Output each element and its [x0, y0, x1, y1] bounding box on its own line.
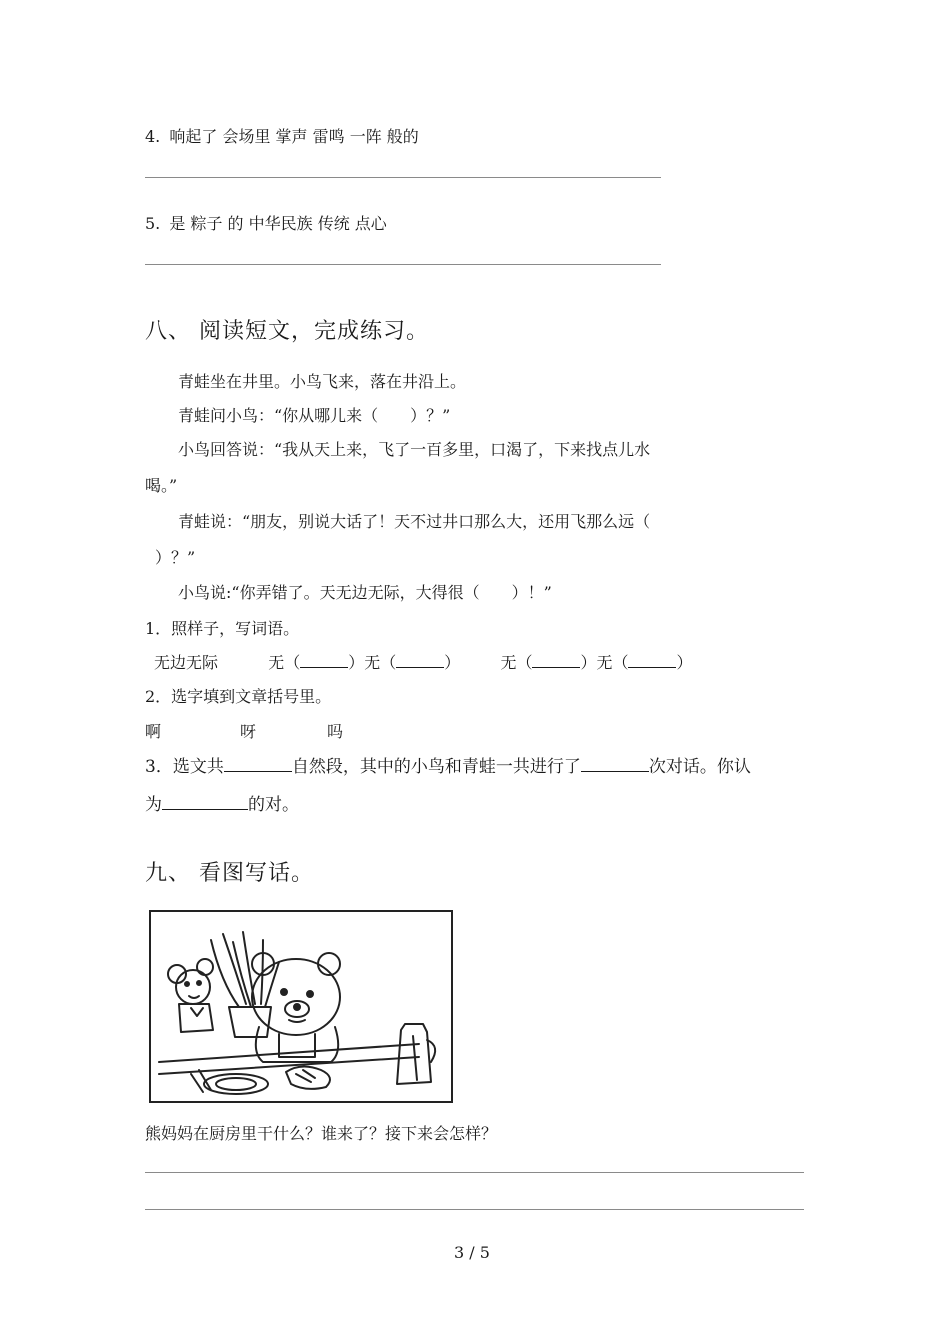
exercise-2-choice-3: 吗 — [327, 722, 344, 741]
exercise-1-title: 1．照样子，写词语。 — [145, 619, 300, 638]
question-4 — [145, 124, 419, 147]
passage-paragraph-1: 青蛙坐在井里。小鸟飞来，落在井沿上。 — [178, 372, 467, 391]
section-8-title: 八、 阅读短文，完成练习。 — [145, 319, 429, 344]
answer-line-q5[interactable] — [145, 264, 661, 265]
exercise-3-blank-1[interactable] — [224, 755, 292, 772]
exercise-1-a-part2: ）无（ — [348, 653, 397, 672]
writing-line-2[interactable] — [145, 1209, 804, 1210]
kitchen-bear-illustration — [149, 910, 453, 1103]
question-5 — [145, 211, 387, 234]
passage-paragraph-3b: 喝。” — [145, 476, 178, 495]
exercise-2-choice-1: 啊 — [145, 722, 162, 741]
exercise-1-b-part1: 无（ — [500, 653, 533, 672]
question-5-number: 5. — [145, 214, 161, 233]
writing-prompt: 熊妈妈在厨房里干什么？谁来了？接下来会怎样？ — [145, 1124, 498, 1143]
writing-line-1[interactable] — [145, 1172, 804, 1173]
passage-paragraph-4a: 青蛙说：“朋友，别说大话了！天不过井口那么大，还用飞那么远（ — [178, 512, 651, 531]
question-5-words: 是 粽子 的 中华民族 传统 点心 — [169, 214, 387, 233]
exercise-1-row — [154, 650, 692, 673]
exercise-1-b-part3: ） — [676, 653, 693, 672]
passage-paragraph-4b: ）？” — [155, 548, 196, 567]
exercise-3-text-d: 为 — [145, 795, 162, 815]
question-4-words: 响起了 会场里 掌声 雷鸣 一阵 般的 — [169, 127, 419, 146]
answer-line-q4[interactable] — [145, 177, 661, 178]
exercise-3-line-1 — [145, 752, 751, 777]
passage-paragraph-3a: 小鸟回答说：“我从天上来，飞了一百多里，口渴了，下来找点儿水 — [178, 440, 651, 459]
page-number: 3 / 5 — [454, 1243, 490, 1262]
exercise-2-choice-2: 呀 — [240, 722, 257, 741]
exercise-3-blank-3[interactable] — [162, 793, 248, 810]
exercise-1-b-part2: ）无（ — [580, 653, 629, 672]
exercise-3-blank-2[interactable] — [581, 755, 649, 772]
exercise-1-sample: 无边无际 — [154, 653, 219, 672]
passage-paragraph-5: 小鸟说:“你弄错了。天无边无际，大得很（ ）！” — [178, 583, 552, 602]
exercise-1-blank-1[interactable] — [300, 651, 348, 668]
passage-paragraph-2: 青蛙问小鸟：“你从哪儿来（ ）？” — [178, 406, 451, 425]
exercise-3-text-c: 次对话。你认 — [648, 757, 751, 777]
exercise-1-a-part3: ） — [444, 653, 461, 672]
exercise-3-text-b: 自然段，其中的小鸟和青蛙一共进行了 — [291, 757, 581, 777]
exercise-1-blank-2[interactable] — [396, 651, 444, 668]
exercise-1-blank-4[interactable] — [628, 651, 676, 668]
question-4-number: 4. — [145, 127, 161, 146]
section-9-title: 九、 看图写话。 — [145, 861, 314, 886]
exercise-1-blank-3[interactable] — [532, 651, 580, 668]
exercise-3-text-e: 的对。 — [248, 795, 299, 815]
exercise-3-line-2 — [145, 790, 299, 815]
exercise-1-a-part1: 无（ — [268, 653, 301, 672]
exercise-2-title: 2．选字填到文章括号里。 — [145, 687, 332, 706]
exercise-3-text-a: 3．选文共 — [145, 757, 224, 777]
